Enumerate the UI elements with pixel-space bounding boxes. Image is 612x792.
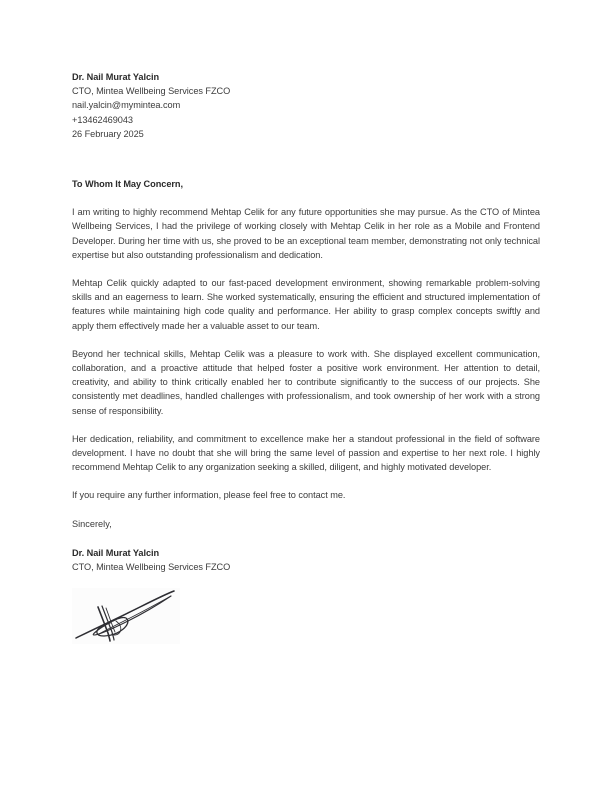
letter-date: 26 February 2025 [72, 128, 144, 139]
sender-block [72, 70, 540, 141]
closing-salutation: Sincerely, [72, 518, 112, 529]
sender-title-company: CTO, Mintea Wellbeing Services FZCO [72, 86, 231, 97]
sender-phone: +13462469043 [72, 114, 133, 125]
sender-name: Dr. Nail Murat Yalcin [72, 72, 160, 82]
sender-email: nail.yalcin@mymintea.com [72, 100, 181, 111]
letter-paragraph-4: Her dedication, reliability, and commitment to excellence make her a standout professional in the field of software development. I have no doubt that she will bring the same level of passion and expertise to her next role. I highly recommend Mehtap Celik to any organization seeking a skilled, diligent, and highly motivated developer. [72, 433, 540, 473]
salutation: To Whom It May Concern, [72, 179, 183, 190]
signoff-block [72, 546, 540, 574]
contact-note: If you require any further information, please feel free to contact me. [72, 490, 346, 501]
letter-paragraph-1: I am writing to highly recommend Mehtap Celik for any future opportunities she may pursue. As the CTO of Mintea Wellbeing Services, I had the privilege of working closely with Mehtap Celik in her role as a Mobile and Frontend Developer. During her time with us, she proved to be an exceptional team member, demonstrating not only technical expertise but also outstanding professionalism and dedication. [72, 207, 540, 260]
signoff-title: CTO, Mintea Wellbeing Services FZCO [72, 562, 231, 573]
handwritten-signature-icon [72, 588, 180, 644]
letter-content [72, 70, 540, 644]
letter-paragraph-3: Beyond her technical skills, Mehtap Celik was a pleasure to work with. She displayed excellent communication, collaboration, and a proactive attitude that helped foster a positive work environment. Her attention to detail, creativity, and ability to think critically enabled her to contribute significantly to the success of our projects. She consistently met deadlines, handled challenges with professionalism, and took ownership of her work with a strong sense of responsibility. [72, 348, 540, 416]
signoff-name: Dr. Nail Murat Yalcin [72, 547, 160, 558]
letter-paragraph-2: Mehtap Celik quickly adapted to our fast-paced development environment, showing remarkable problem-solving skills and an eagerness to learn. She worked systematically, ensuring the efficient and structured implementation of features while maintaining high code quality and performance. Her ability to grasp complex concepts swiftly and apply them effectively made her a valuable asset to our team. [72, 278, 540, 331]
